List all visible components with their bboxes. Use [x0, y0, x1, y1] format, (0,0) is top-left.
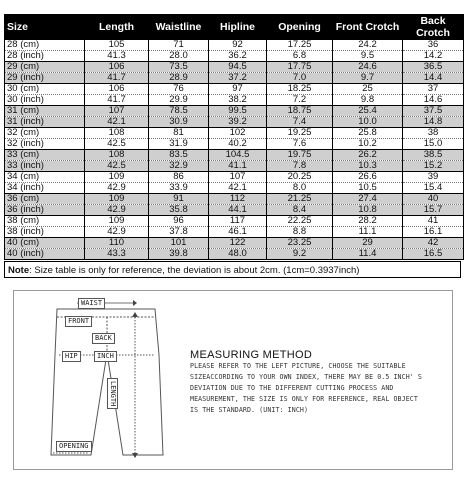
- measuring-line: DEVIATION DUE TO THE DIFFERENT CUTTING PROCESS AND: [190, 384, 394, 392]
- size-table-header-row: [5, 15, 464, 40]
- size-cell: 34 (inch): [5, 183, 85, 194]
- measure-cell: 25.4: [333, 106, 403, 117]
- measure-cell: 39.8: [149, 249, 209, 260]
- measure-cell: 42.1: [209, 183, 267, 194]
- hip-label: HIP: [62, 351, 81, 362]
- inch-label: INCH: [94, 351, 117, 362]
- measure-cell: 107: [85, 106, 149, 117]
- measure-cell: 11.4: [333, 249, 403, 260]
- measure-cell: 37.2: [209, 73, 267, 84]
- measure-cell: 23.25: [267, 238, 333, 249]
- measure-cell: 37: [403, 84, 464, 95]
- measure-cell: 18.25: [267, 84, 333, 95]
- table-row: [5, 172, 464, 183]
- measure-cell: 35.8: [149, 205, 209, 216]
- table-row: [5, 84, 464, 95]
- measure-cell: 42.9: [85, 205, 149, 216]
- opening-label: OPENING: [56, 441, 92, 452]
- measure-cell: 37.5: [403, 106, 464, 117]
- table-row: [5, 73, 464, 84]
- measure-cell: 7.8: [267, 161, 333, 172]
- measure-cell: 7.4: [267, 117, 333, 128]
- waist-label: WAIST: [78, 298, 105, 309]
- size-cell: 36 (inch): [5, 205, 85, 216]
- measure-cell: 20.25: [267, 172, 333, 183]
- measure-cell: 99.5: [209, 106, 267, 117]
- measure-cell: 9.5: [333, 51, 403, 62]
- measure-cell: 97: [209, 84, 267, 95]
- measure-cell: 112: [209, 194, 267, 205]
- size-table-body: [5, 40, 464, 260]
- size-cell: 31 (inch): [5, 117, 85, 128]
- measure-cell: 37.8: [149, 227, 209, 238]
- measure-cell: 28.2: [333, 216, 403, 227]
- table-row: [5, 205, 464, 216]
- measure-cell: 71: [149, 40, 209, 51]
- measure-cell: 10.2: [333, 139, 403, 150]
- measuring-line: SIZEACCORDING TO YOUR OWN INDEX, THERE MAY BE 0.5 INCH' S: [190, 373, 422, 381]
- size-cell: 32 (cm): [5, 128, 85, 139]
- measure-cell: 31.9: [149, 139, 209, 150]
- measuring-line: PLEASE REFER TO THE LEFT PICTURE, CHOOSE THE SUITABLE: [190, 362, 406, 370]
- measure-cell: 106: [85, 84, 149, 95]
- measuring-method-title: MEASURING METHOD: [190, 349, 313, 361]
- measure-cell: 14.6: [403, 95, 464, 106]
- size-cell: 31 (cm): [5, 106, 85, 117]
- measure-cell: 15.2: [403, 161, 464, 172]
- size-cell: 38 (inch): [5, 227, 85, 238]
- measure-cell: 109: [85, 194, 149, 205]
- measure-cell: 108: [85, 150, 149, 161]
- measure-cell: 21.25: [267, 194, 333, 205]
- measure-cell: 94.5: [209, 62, 267, 73]
- measure-cell: 16.1: [403, 227, 464, 238]
- size-table: [4, 14, 464, 260]
- size-cell: 40 (cm): [5, 238, 85, 249]
- measure-cell: 109: [85, 216, 149, 227]
- measure-cell: 42.1: [85, 117, 149, 128]
- header-waistline: Waistline: [149, 15, 209, 40]
- measure-cell: 41.3: [85, 51, 149, 62]
- table-row: [5, 51, 464, 62]
- measure-cell: 92: [209, 40, 267, 51]
- measure-cell: 39: [403, 172, 464, 183]
- table-row: [5, 139, 464, 150]
- measure-cell: 19.75: [267, 150, 333, 161]
- measure-cell: 11.1: [333, 227, 403, 238]
- measure-cell: 41: [403, 216, 464, 227]
- measure-cell: 73.5: [149, 62, 209, 73]
- table-row: [5, 150, 464, 161]
- measure-cell: 101: [149, 238, 209, 249]
- back-crotch-label: BACK: [92, 333, 115, 344]
- measure-cell: 107: [209, 172, 267, 183]
- measure-cell: 26.2: [333, 150, 403, 161]
- measure-cell: 110: [85, 238, 149, 249]
- measure-cell: 104.5: [209, 150, 267, 161]
- measure-cell: 10.0: [333, 117, 403, 128]
- measure-cell: 8.4: [267, 205, 333, 216]
- measure-cell: 83.5: [149, 150, 209, 161]
- table-row: [5, 238, 464, 249]
- size-cell: 30 (cm): [5, 84, 85, 95]
- measure-cell: 28.0: [149, 51, 209, 62]
- measure-cell: 36: [403, 40, 464, 51]
- size-cell: 29 (inch): [5, 73, 85, 84]
- measure-cell: 17.25: [267, 40, 333, 51]
- measure-cell: 106: [85, 62, 149, 73]
- table-row: [5, 95, 464, 106]
- measure-cell: 40.2: [209, 139, 267, 150]
- measure-cell: 8.8: [267, 227, 333, 238]
- measure-cell: 27.4: [333, 194, 403, 205]
- measure-cell: 16.5: [403, 249, 464, 260]
- measure-cell: 38.5: [403, 150, 464, 161]
- measure-cell: 10.8: [333, 205, 403, 216]
- measure-cell: 17.75: [267, 62, 333, 73]
- measure-cell: 9.2: [267, 249, 333, 260]
- measure-cell: 14.2: [403, 51, 464, 62]
- measure-cell: 7.0: [267, 73, 333, 84]
- size-cell: 29 (cm): [5, 62, 85, 73]
- size-cell: 33 (cm): [5, 150, 85, 161]
- measure-cell: 48.0: [209, 249, 267, 260]
- measure-cell: 36.2: [209, 51, 267, 62]
- table-row: [5, 216, 464, 227]
- measure-cell: 9.8: [333, 95, 403, 106]
- measure-cell: 105: [85, 40, 149, 51]
- table-row: [5, 227, 464, 238]
- measure-cell: 96: [149, 216, 209, 227]
- measuring-line: MEASUREMENT, THE SIZE IS ONLY FOR REFERENCE, REAL OBJECT: [190, 395, 418, 403]
- measure-cell: 46.1: [209, 227, 267, 238]
- note-text: : Size table is only for reference, the deviation is about 2cm. (1cm=0.3937inch): [29, 265, 360, 276]
- measure-cell: 76: [149, 84, 209, 95]
- measure-cell: 86: [149, 172, 209, 183]
- table-row: [5, 183, 464, 194]
- measure-cell: 117: [209, 216, 267, 227]
- measure-cell: 38: [403, 128, 464, 139]
- measure-cell: 43.3: [85, 249, 149, 260]
- note-label: Note: [8, 265, 30, 276]
- measure-cell: 41.7: [85, 95, 149, 106]
- measure-cell: 32.9: [149, 161, 209, 172]
- measure-cell: 22.25: [267, 216, 333, 227]
- measure-cell: 29: [333, 238, 403, 249]
- measure-cell: 41.7: [85, 73, 149, 84]
- header-front-crotch: Front Crotch: [333, 15, 403, 40]
- measure-cell: 81: [149, 128, 209, 139]
- front-crotch-label: FRONT: [65, 316, 92, 327]
- measure-cell: 7.2: [267, 95, 333, 106]
- measure-cell: 14.8: [403, 117, 464, 128]
- measure-cell: 36.5: [403, 62, 464, 73]
- measure-cell: 24.6: [333, 62, 403, 73]
- measure-cell: 40: [403, 194, 464, 205]
- table-row: [5, 106, 464, 117]
- measure-cell: 18.75: [267, 106, 333, 117]
- measure-cell: 8.0: [267, 183, 333, 194]
- header-length: Length: [85, 15, 149, 40]
- measure-cell: 19.25: [267, 128, 333, 139]
- measure-cell: 122: [209, 238, 267, 249]
- measure-cell: 91: [149, 194, 209, 205]
- measure-cell: 42.5: [85, 139, 149, 150]
- table-row: [5, 62, 464, 73]
- measure-cell: 102: [209, 128, 267, 139]
- measure-cell: 78.5: [149, 106, 209, 117]
- measure-cell: 41.1: [209, 161, 267, 172]
- header-hipline: Hipline: [209, 15, 267, 40]
- size-cell: 34 (cm): [5, 172, 85, 183]
- header-back-crotch: Back Crotch: [403, 15, 464, 40]
- measure-cell: 42: [403, 238, 464, 249]
- measure-cell: 28.9: [149, 73, 209, 84]
- measure-cell: 6.8: [267, 51, 333, 62]
- measure-cell: 29.9: [149, 95, 209, 106]
- size-cell: 28 (cm): [5, 40, 85, 51]
- header-opening: Opening: [267, 15, 333, 40]
- length-label: LENGTH: [107, 378, 118, 409]
- size-cell: 28 (inch): [5, 51, 85, 62]
- measure-cell: 24.2: [333, 40, 403, 51]
- measure-cell: 15.7: [403, 205, 464, 216]
- measure-cell: 9.7: [333, 73, 403, 84]
- table-row: [5, 249, 464, 260]
- measure-cell: 39.2: [209, 117, 267, 128]
- table-row: [5, 161, 464, 172]
- size-cell: 36 (cm): [5, 194, 85, 205]
- table-row: [5, 117, 464, 128]
- table-row: [5, 40, 464, 51]
- size-cell: 32 (inch): [5, 139, 85, 150]
- size-note: [4, 261, 461, 278]
- measure-cell: 7.6: [267, 139, 333, 150]
- measure-cell: 15.0: [403, 139, 464, 150]
- measure-cell: 44.1: [209, 205, 267, 216]
- measure-cell: 25: [333, 84, 403, 95]
- measure-cell: 25.8: [333, 128, 403, 139]
- measure-cell: 38.2: [209, 95, 267, 106]
- measure-cell: 109: [85, 172, 149, 183]
- size-cell: 30 (inch): [5, 95, 85, 106]
- header-size: Size: [5, 15, 85, 40]
- measure-cell: 33.9: [149, 183, 209, 194]
- size-cell: 40 (inch): [5, 249, 85, 260]
- measuring-line: IS THE STANDARD. (UNIT: INCH): [190, 406, 309, 414]
- table-row: [5, 194, 464, 205]
- measure-cell: 42.5: [85, 161, 149, 172]
- measure-cell: 10.3: [333, 161, 403, 172]
- measure-cell: 26.6: [333, 172, 403, 183]
- measure-cell: 14.4: [403, 73, 464, 84]
- measure-cell: 30.9: [149, 117, 209, 128]
- measure-cell: 42.9: [85, 183, 149, 194]
- size-cell: 38 (cm): [5, 216, 85, 227]
- measure-cell: 10.5: [333, 183, 403, 194]
- measure-cell: 42.9: [85, 227, 149, 238]
- table-row: [5, 128, 464, 139]
- measure-cell: 15.4: [403, 183, 464, 194]
- size-cell: 33 (inch): [5, 161, 85, 172]
- measure-cell: 108: [85, 128, 149, 139]
